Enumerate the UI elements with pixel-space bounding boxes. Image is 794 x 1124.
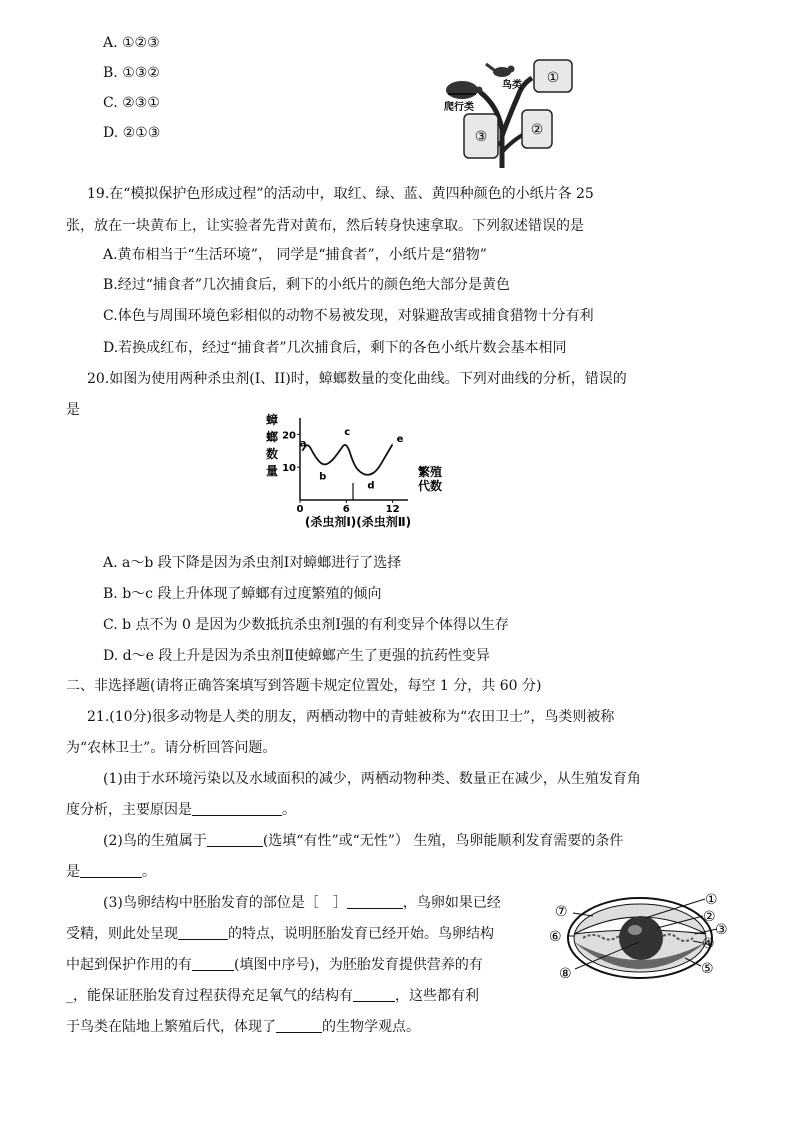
q21-part1-text: 度分析，主要原因是 (66, 802, 192, 818)
egg-label-1: ① (705, 892, 718, 908)
q21-part3-line1 (103, 893, 501, 913)
chart-x-axis-label (418, 464, 442, 493)
section2-header: 二、非选择题(请将正确答案填写到答题卡规定位置处，每空 1 分，共 60 分) (66, 678, 542, 694)
y-label-char: 螂 (266, 430, 279, 444)
q21-part3-text-e: 中起到保护作用的有 (66, 957, 192, 973)
point-label-a: a (299, 438, 307, 450)
egg-label-3: ③ (715, 922, 728, 938)
egg-label-8: ⑧ (559, 966, 572, 982)
q21-part3-text-i: ，这些都有利 (395, 988, 479, 1004)
q20-option-d: D. d～e 段上升是因为杀虫剂Ⅱ使蟑螂产生了更强的抗药性变异 (103, 648, 490, 664)
q21-part2-text-a: (2)鸟的生殖属于 (103, 833, 207, 849)
y-label-char: 蟑 (266, 413, 279, 427)
x-label-line: 繁殖 (418, 465, 443, 479)
bird-egg-diagram (545, 886, 730, 986)
q20-option-a: A. a～b 段下降是因为杀虫剂Ⅰ对蟑螂进行了选择 (103, 555, 402, 571)
x-label-line: 代数 (418, 479, 443, 493)
q20-stem-line1: 20.如图为使用两种杀虫剂(I、II)时，蟑螂数量的变化曲线。下列对曲线的分析，错误的 (87, 371, 627, 387)
q21-part3-text-f: (填图中序号)，为胚胎发育提供营养的有 (234, 957, 483, 973)
q19-option-c: C.体色与周围环境色彩相似的动物不易被发现，对躲避敌害或捕食猎物十分有利 (103, 308, 594, 324)
q21-part3-text-h: ，能保证胚胎发育过程获得充足氧气的结构有 (73, 988, 353, 1004)
reptile-label: 爬行类 (444, 102, 474, 113)
chart-caption: (杀虫剂Ⅰ)(杀虫剂Ⅱ) (304, 515, 412, 529)
q21-part1-line2 (66, 800, 296, 820)
answer-blank-4[interactable] (347, 894, 403, 909)
q21-part1-line1: (1)由于水环境污染以及水域面积的减少，两栖动物种类、数量正在减少，从生殖发育角 (103, 771, 641, 787)
box-2-label: ② (530, 122, 544, 138)
q21-part3-line5 (66, 1017, 420, 1037)
box-1-label: ① (546, 70, 560, 86)
q21-part3-text-k: 的生物学观点。 (322, 1019, 420, 1035)
q21-part2-text-c: 是 (66, 864, 80, 880)
q19-stem-line1: 19.在“模拟保护色形成过程”的活动中，取红、绿、蓝、黄四种颜色的小纸片各 25 (87, 186, 594, 202)
q20-option-c: C. b 点不为 0 是因为少数抵抗杀虫剂Ⅰ强的有利变异个体得以生存 (103, 617, 509, 633)
q21-part2-line2 (66, 862, 156, 882)
egg-label-7: ⑦ (555, 904, 568, 920)
q21-part3-line4 (66, 986, 479, 1006)
answer-blank-6[interactable] (192, 956, 234, 971)
point-label-e: e (396, 434, 404, 446)
q21-part3-text-g: _ (66, 988, 73, 1004)
q19-option-b: B.经过“捕食者”几次捕食后，剩下的小纸片的颜色绝大部分是黄色 (103, 277, 511, 293)
answer-blank-5[interactable] (178, 925, 228, 940)
q21-part3-text-a: (3)鸟卵结构中胚胎发育的部位是［ ］ (103, 895, 347, 911)
point-label-d: d (367, 480, 375, 492)
egg-label-6: ⑥ (549, 929, 562, 945)
y-tick-label: 10 (282, 463, 296, 475)
q18-option-a: A. ①②③ (103, 35, 160, 51)
chart-y-axis-label (266, 412, 279, 478)
q19-stem-line2: 张，放在一块黄布上，让实验者先背对黄布，然后转身快速拿取。下列叙述错误的是 (66, 218, 584, 234)
y-label-char: 量 (266, 464, 279, 478)
q21-stem-line2: 为“农林卫士”。请分析回答问题。 (66, 740, 277, 756)
box-3-label: ③ (474, 129, 488, 145)
q21-part2-line1 (103, 831, 623, 851)
q21-part3-text-j: 于鸟类在陆地上繁殖后代，体现了 (66, 1019, 276, 1035)
answer-blank-1[interactable] (192, 801, 282, 816)
population-curve (302, 444, 392, 475)
x-tick-label: 6 (342, 504, 350, 515)
egg-label-5: ⑤ (701, 961, 714, 977)
x-tick-label: 12 (385, 504, 400, 515)
q21-part2-text-b: (选填“有性”或“无性”） 生殖，鸟卵能顺利发育需要的条件 (262, 833, 624, 849)
x-tick-label: 0 (296, 504, 304, 515)
point-label-c: c (344, 426, 351, 438)
egg-label-4: ④ (702, 936, 715, 952)
q18-option-c: C. ②③① (103, 95, 160, 111)
q20-stem-line2: 是 (66, 402, 80, 418)
q21-part3-text-b: ，鸟卵如果已经 (402, 895, 501, 911)
q21-part1-end: 。 (282, 802, 296, 818)
point-label-b: b (319, 471, 327, 483)
answer-blank-2[interactable] (207, 832, 263, 847)
answer-blank-8[interactable] (276, 1018, 322, 1033)
q19-option-d: D.若换成红布，经过“捕食者”几次捕食后，剩下的各色小纸片数会基本相同 (103, 340, 567, 356)
q21-part3-text-c: 受精，则此处呈现 (66, 926, 178, 942)
answer-blank-7[interactable] (353, 987, 395, 1002)
q21-part3-line2 (66, 924, 494, 944)
q21-part2-end: 。 (142, 864, 156, 880)
q21-part3-line3 (66, 955, 483, 975)
q21-part3-text-d: 的特点，说明胚胎发育已经开始。鸟卵结构 (228, 926, 494, 942)
cockroach-population-chart (258, 408, 458, 538)
q20-option-b: B. b～c 段上升体现了蟑螂有过度繁殖的倾向 (103, 586, 382, 602)
bird-label: 鸟类 (502, 80, 522, 91)
q18-option-d: D. ②①③ (103, 125, 161, 141)
q19-option-a: A.黄布相当于“生活环境”， 同学是“捕食者”，小纸片是“猎物” (103, 247, 487, 263)
q18-option-b: B. ①③② (103, 65, 160, 81)
q21-stem-line1: 21.(10分)很多动物是人类的朋友，两栖动物中的青蛙被称为“农田卫士”，鸟类则被称 (87, 709, 615, 725)
answer-blank-3[interactable] (80, 863, 142, 878)
y-label-char: 数 (266, 447, 279, 461)
egg-label-2: ② (703, 909, 716, 925)
y-tick-label: 20 (282, 430, 296, 442)
evolution-tree-figure (440, 56, 585, 171)
